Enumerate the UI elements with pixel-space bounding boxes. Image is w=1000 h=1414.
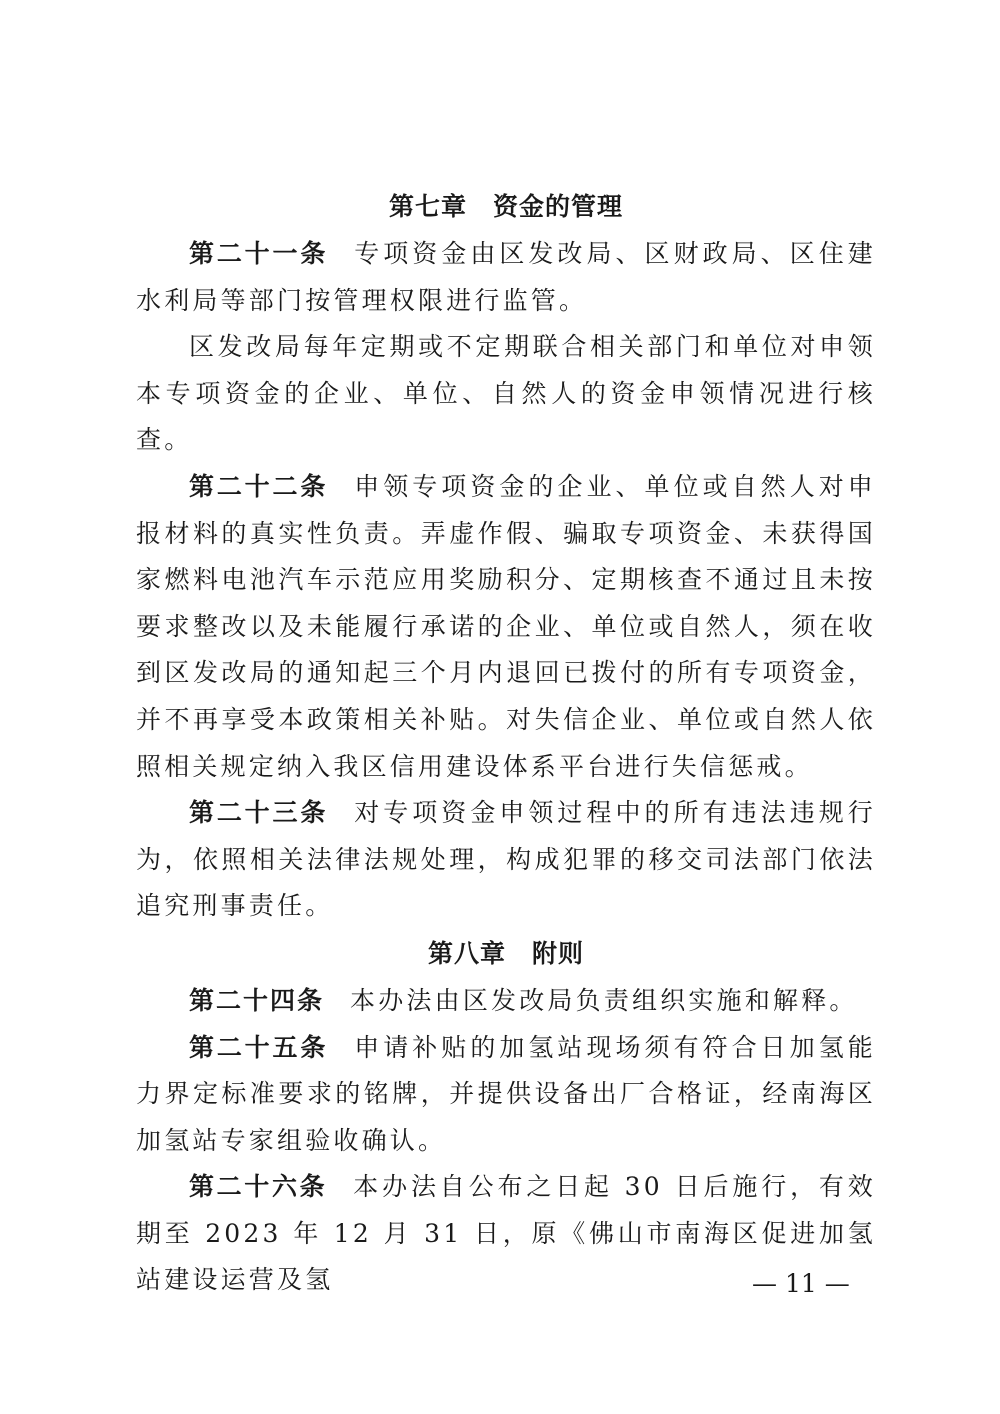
document-page bbox=[136, 183, 876, 1304]
article-25-text: 申请补贴的加氢站现场须有符合日加氢能力界定标准要求的铭牌，并提供设备出厂合格证，经南海区加氢站专家组验收确认。 bbox=[136, 1032, 876, 1155]
article-23-text: 对专项资金申领过程中的所有违法违规行为，依照相关法律法规处理，构成犯罪的移交司法部门依法追究刑事责任。 bbox=[136, 798, 876, 921]
article-26-number: 第二十六条 bbox=[189, 1172, 328, 1202]
page-number: — 11 — bbox=[752, 1269, 850, 1298]
article-24-text: 本办法由区发改局负责组织实施和解释。 bbox=[350, 985, 858, 1015]
article-21 bbox=[136, 231, 876, 324]
article-22-number: 第二十二条 bbox=[189, 471, 329, 501]
chapter-7-title: 第七章 资金的管理 bbox=[388, 192, 623, 221]
chapter-8-title: 第八章 附则 bbox=[427, 938, 584, 968]
article-22-text: 申领专项资金的企业、单位或自然人对申报材料的真实性负责。弄虚作假、骗取专项资金、未获得国家燃料电池汽车示范应用奖励积分、定期核查不通过且未按要求整改以及未能履行承诺的企业、单位或自然人，须在收到区发改局的通知起三个月内退回已拨付的所有专项资金，并不再享受本政策相关补贴。对失信企业、单位或自然人依照相关规定纳入我区信用建设体系平台进行失信惩戒。 bbox=[136, 471, 876, 781]
article-25-number: 第二十五条 bbox=[189, 1032, 329, 1062]
article-24 bbox=[136, 978, 876, 1025]
article-24-number: 第二十四条 bbox=[189, 985, 325, 1015]
article-26-text: 本办法自公布之日起 30 日后施行，有效期至 2023 年 12 月 31 日，原《佛山市南海区促进加氢站建设运营及氢 bbox=[136, 1172, 876, 1295]
article-22 bbox=[136, 464, 876, 790]
article-21-number: 第二十一条 bbox=[189, 239, 329, 268]
article-23 bbox=[136, 790, 876, 930]
article-21-text: 专项资金由区发改局、区财政局、区住建水利局等部门按管理权限进行监管。 bbox=[136, 239, 876, 315]
article-23-number: 第二十三条 bbox=[189, 798, 329, 828]
article-21-paragraph-2: 区发改局每年定期或不定期联合相关部门和单位对申领本专项资金的企业、单位、自然人的资金申领情况进行核查。 bbox=[136, 332, 876, 455]
article-25 bbox=[136, 1025, 876, 1165]
